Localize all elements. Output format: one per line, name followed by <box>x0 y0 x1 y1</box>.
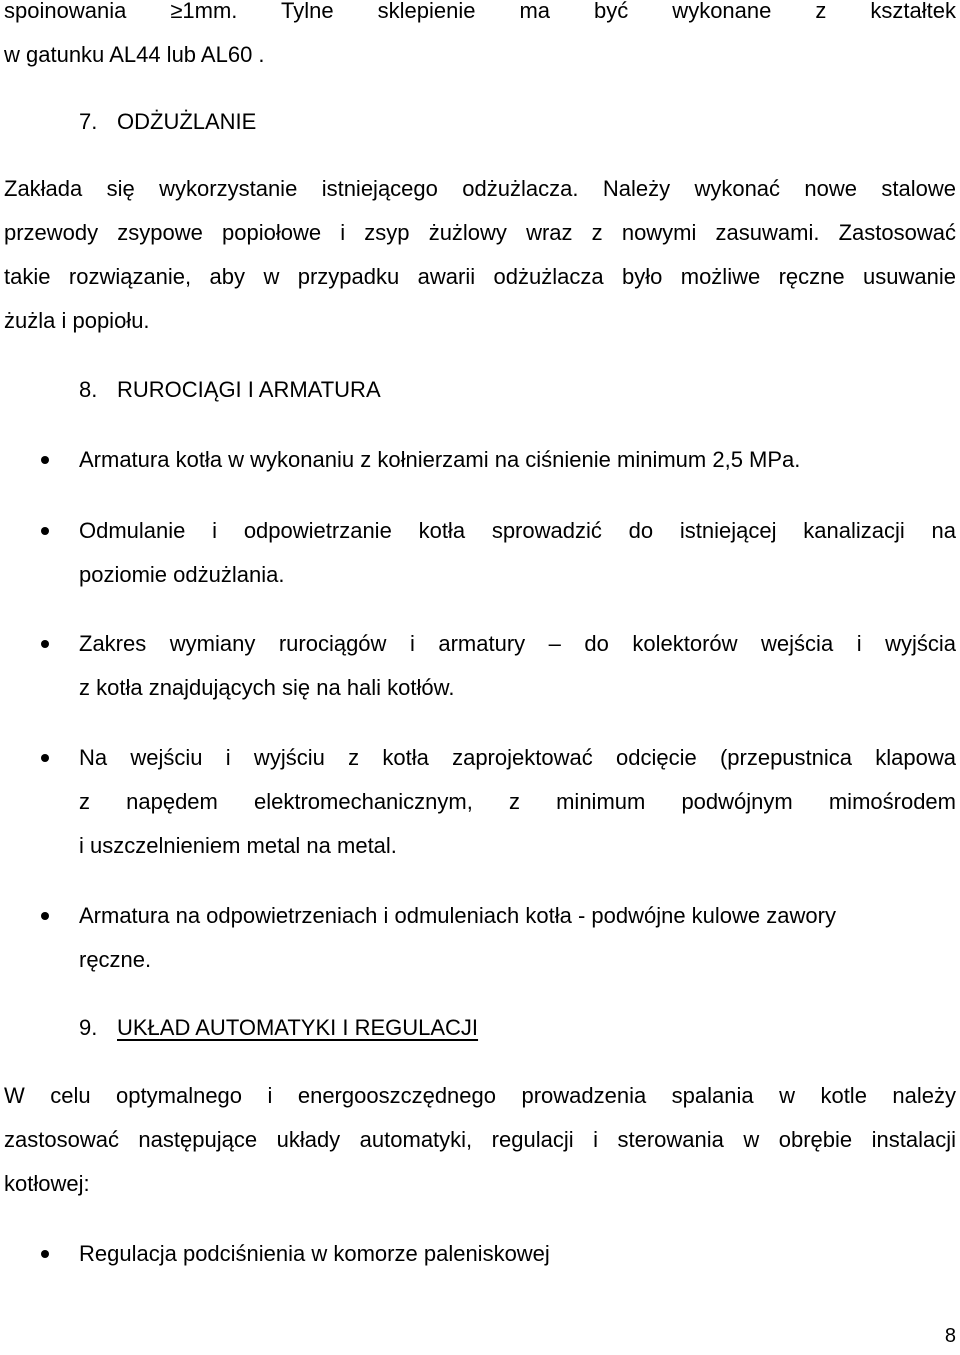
list-item <box>0 1232 956 1276</box>
bullet-line-1: Na wejściu i wyjściu z kotła zaprojektować odcięcie (przepustnica klapowa <box>79 745 956 770</box>
bullet-icon <box>41 640 49 648</box>
section-7-number: 7. <box>79 109 98 134</box>
section-7-line-1: Zakłada się wykorzystanie istniejącego odżużlacza. Należy wykonać nowe stalowe <box>4 176 956 201</box>
bullet-line-1: Regulacja podciśnienia w komorze paleniskowej <box>79 1241 550 1266</box>
list-item <box>0 736 956 868</box>
bullet-line-2: ręczne. <box>79 947 152 972</box>
section-8-number: 8. <box>79 377 98 402</box>
section-9-number: 9. <box>79 1015 98 1040</box>
section-9-line-1: W celu optymalnego i energooszczędnego prowadzenia spalania w kotle należy <box>4 1083 956 1108</box>
section-9-title: UKŁAD AUTOMATYKI I REGULACJI <box>117 1015 479 1040</box>
bullet-icon <box>41 527 49 535</box>
section-9-line-2: zastosować następujące układy automatyki, regulacji i sterowania w obrębie instalacji <box>4 1127 956 1152</box>
list-item <box>0 622 956 710</box>
list-item <box>0 438 956 482</box>
bullet-line-1: Armatura kotła w wykonaniu z kołnierzami na ciśnienie minimum 2,5 MPa. <box>79 447 801 472</box>
section-9-heading <box>79 1006 478 1050</box>
list-item <box>0 509 956 597</box>
section-7-paragraph <box>4 167 956 343</box>
bullet-line-3: i uszczelnieniem metal na metal. <box>79 833 397 858</box>
section-8-title: RUROCIĄGI I ARMATURA <box>117 377 381 402</box>
bullet-icon <box>41 456 49 464</box>
section-7-line-2: przewody zsypowe popiołowe i zsyp żużlowy wraz z nowymi zasuwami. Zastosować <box>4 220 956 245</box>
section-7-title: ODŻUŻLANIE <box>117 109 257 134</box>
section-7-line-3: takie rozwiązanie, aby w przypadku awarii odżużlacza było możliwe ręczne usuwanie <box>4 264 956 289</box>
section-9-paragraph <box>4 1074 956 1206</box>
list-item <box>0 894 956 982</box>
bullet-icon <box>41 1250 49 1258</box>
bullet-line-2: z kotła znajdujących się na hali kotłów. <box>79 675 455 700</box>
bullet-line-2: poziomie odżużlania. <box>79 562 285 587</box>
page-number: 8 <box>944 1325 956 1347</box>
bullet-line-1: Odmulanie i odpowietrzanie kotła sprowadzić do istniejącej kanalizacji na <box>79 518 956 543</box>
intro-line-2: w gatunku AL44 lub AL60 . <box>4 42 265 67</box>
bullet-line-2: z napędem elektromechanicznym, z minimum podwójnym mimośrodem <box>79 789 956 814</box>
intro-paragraph <box>4 0 956 77</box>
section-7-line-4: żużla i popiołu. <box>4 308 150 333</box>
section-9-line-3: kotłowej: <box>4 1171 90 1196</box>
bullet-line-1: Zakres wymiany rurociągów i armatury – do kolektorów wejścia i wyjścia <box>79 631 956 656</box>
bullet-line-1: Armatura na odpowietrzeniach i odmuleniach kotła - podwójne kulowe zawory <box>79 903 836 928</box>
section-7-heading <box>79 100 256 144</box>
section-8-heading <box>79 368 381 412</box>
intro-line-1: spoinowania ≥1mm. Tylne sklepienie ma być wykonane z kształtek <box>4 0 956 23</box>
bullet-icon <box>41 912 49 920</box>
bullet-icon <box>41 754 49 762</box>
